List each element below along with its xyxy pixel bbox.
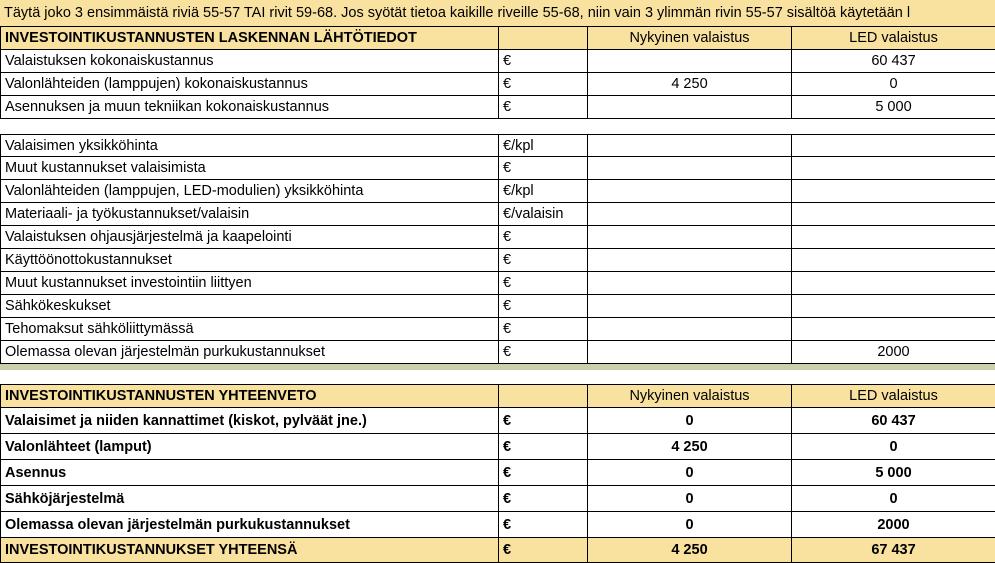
row-current[interactable] xyxy=(588,157,792,180)
table-row xyxy=(0,318,995,341)
row-led[interactable]: 0 xyxy=(792,73,995,96)
section2-led-header[interactable]: LED valaistus xyxy=(792,384,995,408)
row-label[interactable]: Valonlähteet (lamput) xyxy=(0,434,499,460)
row-label[interactable]: Muut kustannukset valaisimista xyxy=(0,157,499,180)
blank-row xyxy=(0,370,995,384)
row-current[interactable] xyxy=(588,180,792,203)
table-row xyxy=(0,50,995,73)
table-row xyxy=(0,460,995,486)
row-current[interactable] xyxy=(588,50,792,73)
row-led[interactable] xyxy=(792,203,995,226)
row-label[interactable]: Valonlähteiden (lamppujen) kokonaiskustannus xyxy=(0,73,499,96)
total-current[interactable]: 4 250 xyxy=(588,538,792,563)
table-row xyxy=(0,486,995,512)
row-label[interactable]: Materiaali- ja työkustannukset/valaisin xyxy=(0,203,499,226)
row-label[interactable]: Valaistuksen kokonaiskustannus xyxy=(0,50,499,73)
row-led[interactable] xyxy=(792,318,995,341)
table-row xyxy=(0,512,995,538)
row-label[interactable]: Asennuksen ja muun tekniikan kokonaiskustannus xyxy=(0,96,499,119)
row-label[interactable]: Sähköjärjestelmä xyxy=(0,486,499,512)
section2-header-row xyxy=(0,384,995,408)
row-current[interactable] xyxy=(588,203,792,226)
row-label[interactable]: Valaisimen yksikköhinta xyxy=(0,134,499,157)
row-unit[interactable]: € xyxy=(499,73,588,96)
table-row xyxy=(0,434,995,460)
row-unit[interactable]: €/kpl xyxy=(499,134,588,157)
row-led[interactable] xyxy=(792,295,995,318)
row-current[interactable] xyxy=(588,295,792,318)
row-current[interactable] xyxy=(588,226,792,249)
row-led[interactable]: 5 000 xyxy=(792,460,995,486)
row-unit[interactable]: € xyxy=(499,272,588,295)
row-led[interactable] xyxy=(792,180,995,203)
row-led[interactable] xyxy=(792,249,995,272)
row-unit[interactable]: € xyxy=(499,50,588,73)
row-led[interactable]: 5 000 xyxy=(792,96,995,119)
row-led[interactable]: 60 437 xyxy=(792,50,995,73)
table-row xyxy=(0,96,995,119)
table-row xyxy=(0,341,995,364)
row-led[interactable]: 2000 xyxy=(792,512,995,538)
table-row xyxy=(0,157,995,180)
row-label[interactable]: Olemassa olevan järjestelmän purkukustannukset xyxy=(0,512,499,538)
total-unit[interactable]: € xyxy=(499,538,588,563)
table-row xyxy=(0,249,995,272)
row-led[interactable]: 2000 xyxy=(792,341,995,364)
table-row xyxy=(0,180,995,203)
total-row xyxy=(0,538,995,563)
row-led[interactable] xyxy=(792,272,995,295)
section1-unit-header[interactable] xyxy=(499,27,588,50)
table-row xyxy=(0,203,995,226)
row-unit[interactable]: € xyxy=(499,96,588,119)
row-current[interactable]: 0 xyxy=(588,486,792,512)
row-current[interactable]: 4 250 xyxy=(588,434,792,460)
row-current[interactable]: 0 xyxy=(588,408,792,434)
row-unit[interactable]: € xyxy=(499,341,588,364)
row-unit[interactable]: € xyxy=(499,157,588,180)
row-unit[interactable]: € xyxy=(499,408,588,434)
row-led[interactable] xyxy=(792,157,995,180)
table-row xyxy=(0,295,995,318)
row-current[interactable] xyxy=(588,318,792,341)
row-unit[interactable]: €/kpl xyxy=(499,180,588,203)
row-label[interactable]: Sähkökeskukset xyxy=(0,295,499,318)
row-unit[interactable]: € xyxy=(499,460,588,486)
row-unit[interactable]: € xyxy=(499,318,588,341)
blank-row xyxy=(0,119,995,134)
row-led[interactable] xyxy=(792,226,995,249)
section1-led-header[interactable]: LED valaistus xyxy=(792,27,995,50)
row-unit[interactable]: € xyxy=(499,226,588,249)
row-unit[interactable]: € xyxy=(499,512,588,538)
row-label[interactable]: Valaisimet ja niiden kannattimet (kiskot, pylväät jne.) xyxy=(0,408,499,434)
table-row xyxy=(0,226,995,249)
section1-current-header[interactable]: Nykyinen valaistus xyxy=(588,27,792,50)
row-label[interactable]: Olemassa olevan järjestelmän purkukustannukset xyxy=(0,341,499,364)
table-row xyxy=(0,134,995,157)
row-current[interactable] xyxy=(588,272,792,295)
row-label[interactable]: Muut kustannukset investointiin liittyen xyxy=(0,272,499,295)
row-label[interactable]: Käyttöönottokustannukset xyxy=(0,249,499,272)
row-unit[interactable]: €/valaisin xyxy=(499,203,588,226)
row-current[interactable]: 0 xyxy=(588,512,792,538)
row-current[interactable] xyxy=(588,249,792,272)
instruction-note[interactable]: Täytä joko 3 ensimmäistä riviä 55-57 TAI rivit 59-68. Jos syötät tietoa kaikille riveille 55-68, niin vain 3 ylimmän rivin 55-57 sisältöä käytetään l xyxy=(0,0,995,27)
row-current[interactable]: 4 250 xyxy=(588,73,792,96)
total-led[interactable]: 67 437 xyxy=(792,538,995,563)
table-row xyxy=(0,272,995,295)
table-row xyxy=(0,408,995,434)
row-led[interactable]: 0 xyxy=(792,486,995,512)
row-current[interactable]: 0 xyxy=(588,460,792,486)
row-unit[interactable]: € xyxy=(499,434,588,460)
row-led[interactable]: 60 437 xyxy=(792,408,995,434)
row-current[interactable] xyxy=(588,134,792,157)
row-label[interactable]: Valaistuksen ohjausjärjestelmä ja kaapelointi xyxy=(0,226,499,249)
row-label[interactable]: Asennus xyxy=(0,460,499,486)
section2-current-header[interactable]: Nykyinen valaistus xyxy=(588,384,792,408)
row-current[interactable] xyxy=(588,341,792,364)
section2-title[interactable]: INVESTOINTIKUSTANNUSTEN YHTEENVETO xyxy=(0,384,499,408)
total-label[interactable]: INVESTOINTIKUSTANNUKSET YHTEENSÄ xyxy=(0,538,499,563)
section2-unit-header[interactable] xyxy=(499,384,588,408)
section1-title[interactable]: INVESTOINTIKUSTANNUSTEN LASKENNAN LÄHTÖTIEDOT xyxy=(0,27,499,50)
section1-header-row xyxy=(0,27,995,50)
row-unit[interactable]: € xyxy=(499,249,588,272)
row-current[interactable] xyxy=(588,96,792,119)
row-led[interactable]: 0 xyxy=(792,434,995,460)
row-unit[interactable]: € xyxy=(499,486,588,512)
table-row xyxy=(0,73,995,96)
row-label[interactable]: Tehomaksut sähköliittymässä xyxy=(0,318,499,341)
row-label[interactable]: Valonlähteiden (lamppujen, LED-modulien) yksikköhinta xyxy=(0,180,499,203)
row-unit[interactable]: € xyxy=(499,295,588,318)
row-led[interactable] xyxy=(792,134,995,157)
